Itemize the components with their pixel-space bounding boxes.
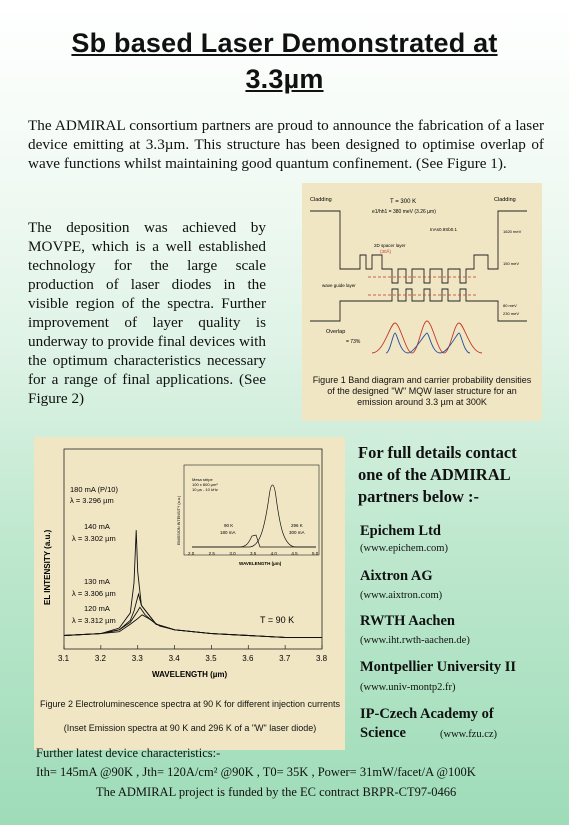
footer-characteristics: Ith= 145mA @90K , Jth= 120A/cm² @90K , T0= 35K , Power= 31mW/facet/A @100K [36,765,476,779]
contact-heading-line-3: partners below :- [358,487,479,506]
y-axis-label: EL INTENSITY (a.u.) [43,529,52,605]
inset-chart [177,465,319,566]
inas-sb-label: InAs0.9Sb0.1 [430,227,458,232]
inset-x-tick-label: 3.5 [250,551,257,556]
inset-left-temp: 90 K [224,523,234,528]
inset-x-tick-label: 4.0 [270,551,277,556]
figure-2 [34,437,345,750]
partner-epichem-url[interactable]: (www.epichem.com) [360,543,448,554]
annotation-180-current: 180 mA (P/10) [70,485,118,494]
mev-label-3: 80 meV [503,303,517,308]
spacer-sub-label: (30Å) [380,249,392,254]
partner-montpellier-url[interactable]: (www.univ-montp2.fr) [360,682,456,693]
inset-x-tick-label: 3.0 [229,551,236,556]
x-tick-label: 3.6 [242,654,254,663]
valence-band [310,289,527,321]
annotation-130-lambda: λ = 3.306 µm [72,589,116,598]
partner-montpellier-name: Montpellier University II [360,659,516,675]
figure-1-caption: Figure 1 Band diagram and carrier probability densities of the designed "W" MQW laser structure for an emission around 3.3 µm at 300K [312,375,532,407]
x-tick-label: 3.4 [168,654,180,663]
x-axis-label: WAVELENGTH (µm) [152,670,228,679]
inset-x-label: WAVELENGTH (µm) [239,561,282,566]
inset-right-current: 300 mA [289,530,305,535]
el-spectra-chart [34,437,345,697]
page-title: Sb based Laser Demonstrated at [71,28,498,58]
x-tick-label: 3.1 [58,654,70,663]
footer-characteristics-heading: Further latest device characteristics:- [36,746,221,760]
figure-2-caption-2: (Inset Emission spectra at 90 K and 296 K of a "W" laser diode) [63,723,317,733]
figure-2-caption-1: Figure 2 Electroluminescence spectra at 90 K for different injection currents [40,699,340,709]
overlap-value: = 73% [346,339,361,345]
mev-label-2: 150 meV [503,261,520,266]
temp-label: T = 300 K [390,199,417,205]
partner-czech-url[interactable]: (www.fzu.cz) [440,729,498,740]
annotation-120-lambda: λ = 3.312 µm [72,616,116,625]
lambda-label: e1/hh1 = 380 meV (3.26 µm) [372,209,436,215]
inset-legend-1: Mesa stripe [192,477,213,482]
partner-czech-name-2: Science [360,725,406,741]
annotation-140-lambda: λ = 3.302 µm [72,534,116,543]
x-tick-label: 3.3 [131,654,143,663]
inset-x-tick-label: 4.5 [291,551,298,556]
spacer-label: 2D spacer layer [374,243,406,248]
mev-label-4: 230 meV [503,311,520,316]
intro-paragraph: The ADMIRAL consortium partners are proud to announce the fabrication of a laser device emitting at 3.3µm. This structure has been designed to optimise overlap of wave functions whilst maintaining good quantum confinement. (See Figure 1). [28,117,544,172]
partner-aixtron-name: Aixtron AG [360,568,433,584]
page-title-line2: 3.3µm [245,64,324,94]
partner-rwth-name: RWTH Aachen [360,613,455,629]
contact-heading-line-1: For full details contact [358,443,517,462]
x-tick-label: 3.7 [279,654,291,663]
annotation-140-current: 140 mA [84,522,110,531]
inset-left-current: 180 mA [220,530,236,535]
partner-aixtron-url[interactable]: (www.aixtron.com) [360,590,443,601]
cladding-left-label: Cladding [310,197,332,203]
inset-legend-2: 100 x 800 µm² [192,482,218,487]
hole-density [386,333,470,353]
inset-x-tick-label: 5.0 [312,551,319,556]
conduction-band [310,211,527,283]
contact-heading-line-2: one of the ADMIRAL [358,465,511,484]
figure-1 [302,183,542,421]
partner-epichem-name: Epichem Ltd [360,523,441,539]
x-tick-label: 3.2 [94,654,106,663]
x-ticks [58,645,328,663]
inset-right-temp: 296 K [291,523,303,528]
temp-label: T = 90 K [260,615,295,625]
inset-x-tick-label: 2.5 [208,551,215,556]
annotation-120-current: 120 mA [84,604,110,613]
x-tick-label: 3.5 [205,654,217,663]
partner-rwth-url[interactable]: (www.iht.rwth-aachen.de) [360,635,470,646]
footer-funding: The ADMIRAL project is funded by the EC contract BRPR-CT97-0466 [96,785,457,799]
overlap-label: Overlap [326,329,346,335]
contact-heading [358,442,558,508]
partner-czech-name: IP-Czech Academy of [360,706,494,722]
annotation-180-lambda: λ = 3.296 µm [70,496,114,505]
inset-legend-3: 10 µs - 10 kHz [192,487,218,492]
band-diagram [302,183,542,358]
waveguide-label: wave guide layer [322,283,356,288]
mev-label-1: 1620 meV [503,229,522,234]
deposition-paragraph: The deposition was achieved by MOVPE, which is a well established technology for the large scale production of laser diodes in the visible region of the spectra. Further improvement of layer quality is underway to provide final devices with the optimum characteristics necessary for a range of final applications. (See Figure 2) [28,219,266,407]
inset-x-tick-label: 2.0 [188,551,195,556]
cladding-right-label: Cladding [494,197,516,203]
x-tick-label: 3.8 [316,654,328,663]
annotation-130-current: 130 mA [84,577,110,586]
inset-y-label: EMISSION INTENSITY (a.u.) [177,495,181,545]
